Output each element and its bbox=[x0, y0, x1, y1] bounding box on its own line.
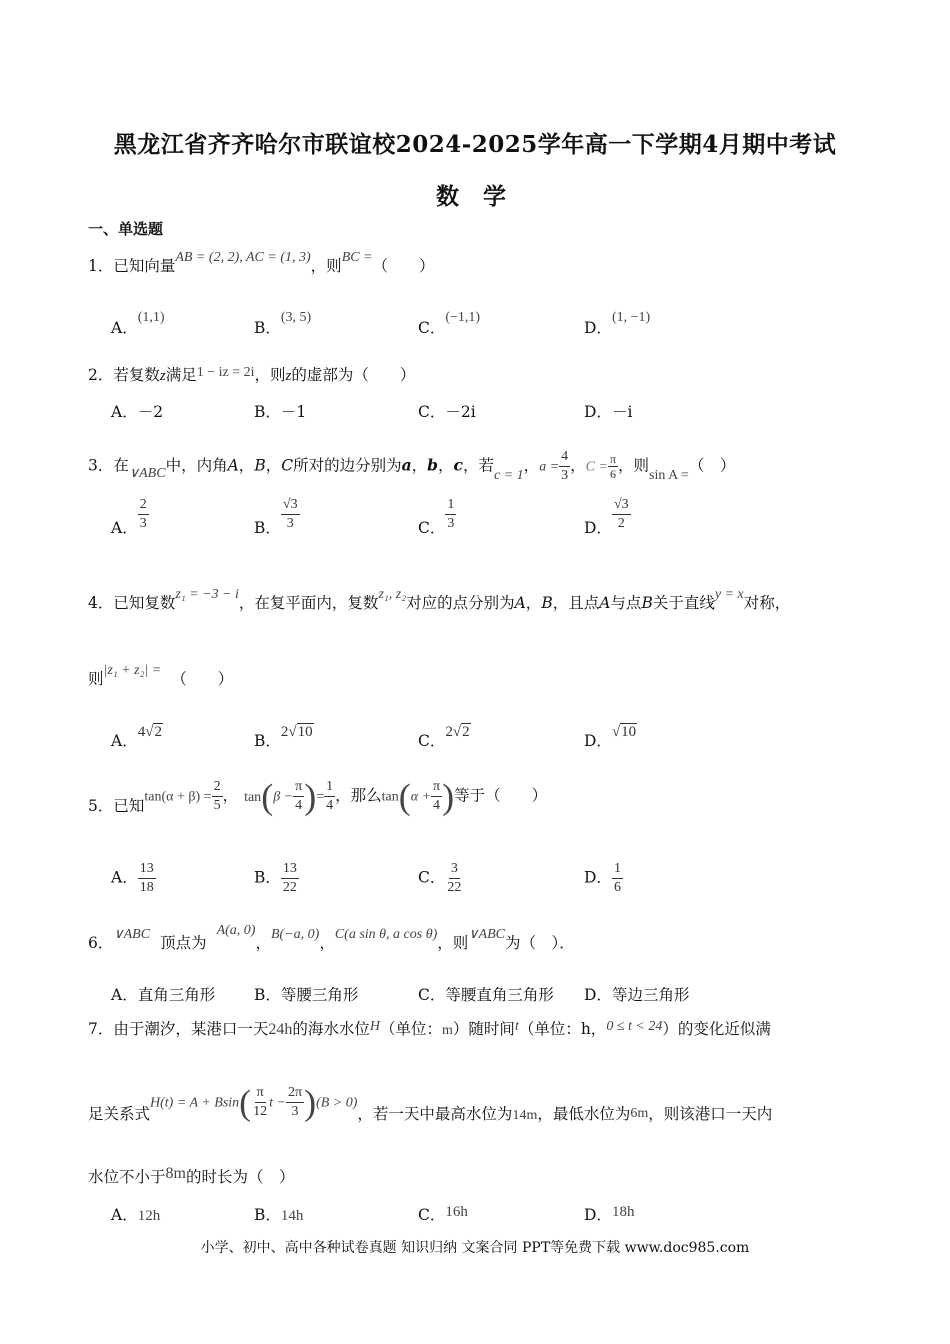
q3-cond-c: c = 1 bbox=[494, 467, 524, 483]
q1-mid: ，则 bbox=[310, 257, 342, 275]
q6-point-a: A(a, 0) bbox=[216, 923, 256, 938]
q4-option-a: A．4√2 bbox=[111, 724, 162, 750]
q5-option-d: D． $\frac{1}{6}$ bbox=[584, 861, 621, 895]
q4-option-d: D．√10 bbox=[584, 724, 637, 750]
section-heading: 一、单选题 bbox=[88, 220, 164, 238]
q6-option-b: B．等腰三角形 bbox=[254, 986, 359, 1004]
q1-vectors: AB = (2, 2), AC = (1, 3) bbox=[175, 250, 311, 265]
q2-option-c: C．－2i bbox=[418, 403, 476, 421]
q1-ask: BC = bbox=[341, 250, 373, 265]
q4-option-b: B．2√10 bbox=[254, 724, 313, 750]
q7-time-range: 0 ≤ t < 24 bbox=[606, 1019, 663, 1034]
q1-paren: （ ） bbox=[372, 257, 435, 275]
question-7-line-1: 7．由于潮汐，某港口一天24h的海水水位H（单位：m）随时间t（单位：h，0 ≤ t < 24）的变化近似满 bbox=[88, 1019, 771, 1038]
q5-tan1: tan(α + β) = bbox=[144, 789, 212, 805]
q5-option-c: C． $\frac{3}{22}$ bbox=[418, 861, 462, 895]
q5-option-b: B． $\frac{13}{22}$ bbox=[254, 861, 297, 895]
question-6-stem: 6．∨ABC 顶点为A(a, 0)，B(−a, 0)，C(a sin θ, a cos θ)，则∨ABC为（ ）． bbox=[88, 923, 575, 952]
q6-option-d: D．等边三角形 bbox=[584, 986, 690, 1004]
q2-option-a: A．－2 bbox=[111, 403, 164, 421]
question-1-stem bbox=[88, 250, 435, 279]
question-4-stem: 4．已知复数z₁ = −3 − i，在复平面内，复数z₁, z₂对应的点分别为A，B，且点A与点B关于直线y = x对称， bbox=[88, 587, 791, 612]
subject-heading: 数 学 bbox=[435, 183, 514, 210]
question-7-line-2: 足关系式H(t) = A + Bsin( $\frac{\pi}{12}$ t − $\frac{2\pi}{3}$ )(B > 0)，若一天中最高水位为14m，最低水位为6m，则该港口一天内 bbox=[88, 1082, 773, 1123]
q4-option-c: C．2√2 bbox=[418, 724, 470, 750]
q3-option-b: B． $\frac{√3}{3}$ bbox=[254, 497, 298, 537]
q2-option-d: D．－i bbox=[584, 403, 633, 421]
q1-option-b: B．(3, 5) bbox=[254, 310, 312, 337]
q1-prefix: 1．已知向量 bbox=[88, 257, 176, 275]
q6-point-b: B(−a, 0) bbox=[271, 927, 320, 942]
exam-title: 黑龙江省齐齐哈尔市联谊校2024-2025学年高一下学期4月期中考试 bbox=[113, 131, 837, 158]
q7-option-b: B．14h bbox=[254, 1206, 304, 1224]
q5-option-a: A． $\frac{13}{18}$ bbox=[111, 861, 154, 895]
q3-ask: sin A = bbox=[649, 467, 689, 483]
q3-option-d: D． $\frac{√3}{2}$ bbox=[584, 497, 629, 537]
q6-option-c: C．等腰直角三角形 bbox=[418, 986, 554, 1004]
q7-option-c: C．16h bbox=[418, 1204, 468, 1224]
question-2-stem: 2．若复数z满足1 − iz = 2i，则z的虚部为（ ） bbox=[88, 365, 416, 384]
footer-advert: 小学、初中、高中各种试卷真题 知识归纳 文案合同 PPT等免费下载 www.doc985.com bbox=[200, 1240, 750, 1256]
q1-option-d: D．(1, −1) bbox=[584, 310, 651, 337]
q4-z1: z₁ = −3 − i bbox=[175, 587, 239, 602]
q3-option-c: C． $\frac{1}{3}$ bbox=[418, 497, 455, 537]
q7-formula: H(t) = A + Bsin bbox=[150, 1095, 240, 1111]
q2-equation: 1 − iz = 2i bbox=[196, 365, 255, 380]
question-3-stem: 3．在∨ABC中，内角A，B，C所对的边分别为a，b，c，若c = 1，a = $\frac{4}{3}$ ，C = $\frac{\pi}{6}$ ，则sin A =（ ） bbox=[88, 449, 736, 483]
q6-option-a: A．直角三角形 bbox=[111, 986, 216, 1004]
q1-option-c: C．(−1,1) bbox=[418, 310, 481, 337]
q2-option-b: B．－1 bbox=[254, 403, 307, 421]
q4-ask: |z₁ + z₂| = bbox=[103, 663, 162, 678]
question-7-line-3: 水位不小于8m的时长为（ ） bbox=[88, 1165, 295, 1186]
q1-option-a: A．(1,1) bbox=[111, 310, 165, 337]
q3-option-a: A． $\frac{2}{3}$ bbox=[111, 497, 147, 537]
question-4-line-2: 则|z₁ + z₂| = （ ） bbox=[88, 663, 234, 688]
q6-point-c: C(a sin θ, a cos θ) bbox=[334, 927, 438, 942]
q7-option-d: D．18h bbox=[584, 1204, 635, 1224]
question-5-stem: 5．已知tan(α + β) = $\frac{2}{5}$ ， tan(β − $\frac{\pi}{4}$ )= $\frac{1}{4}$ ，那么tan(α + $\frac{\pi}{4}$ )等于（ ） bbox=[88, 776, 548, 817]
q7-option-a: A．12h bbox=[111, 1206, 161, 1224]
q4-line: y = x bbox=[714, 587, 744, 602]
q3-triangle: ∨ABC bbox=[128, 465, 166, 481]
q6-triangle: ∨ABC bbox=[113, 927, 151, 942]
